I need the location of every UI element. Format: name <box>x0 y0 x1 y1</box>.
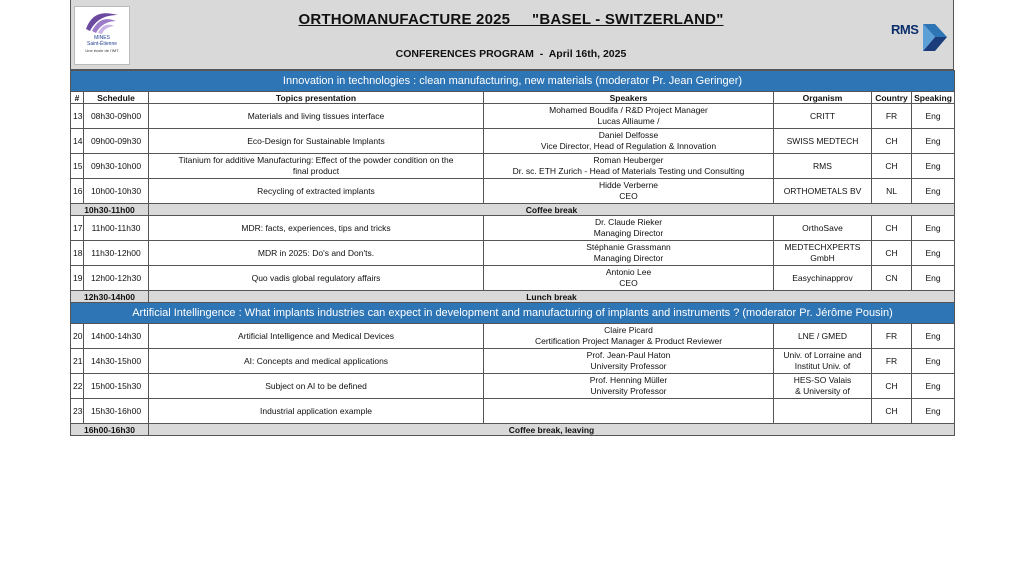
logo-text-imt: Une école de l'IMT <box>85 48 119 53</box>
table-row <box>71 154 955 179</box>
coffee-break-row <box>71 204 955 216</box>
col-number: # <box>71 92 84 104</box>
organism-line: Univ. of Lorraine and <box>783 350 862 360</box>
row-speaking: Eng <box>912 266 955 291</box>
speaker-name: Mohamed Boudifa / R&D Project Manager <box>549 105 708 115</box>
row-organism <box>774 241 872 266</box>
row-topic: Industrial application example <box>149 399 484 424</box>
program-table <box>70 70 955 436</box>
row-schedule: 09h00-09h30 <box>84 129 149 154</box>
row-organism <box>774 399 872 424</box>
page-subtitle: CONFERENCES PROGRAM - April 16th, 2025 <box>395 48 627 60</box>
row-speaking: Eng <box>912 216 955 241</box>
break-label: Coffee break <box>149 204 955 216</box>
row-schedule: 12h00-12h30 <box>84 266 149 291</box>
col-speakers: Speakers <box>484 92 774 104</box>
col-speaking: Speaking <box>912 92 955 104</box>
row-speakers <box>484 399 774 424</box>
row-speaking: Eng <box>912 241 955 266</box>
row-schedule: 15h30-16h00 <box>84 399 149 424</box>
speaker-name: Hidde Verberne <box>598 180 659 190</box>
row-schedule: 11h30-12h00 <box>84 241 149 266</box>
row-schedule: 09h30-10h00 <box>84 154 149 179</box>
rms-logo <box>891 18 951 58</box>
row-speaking: Eng <box>912 399 955 424</box>
program-sheet <box>70 0 954 436</box>
row-topic: AI: Concepts and medical applications <box>149 349 484 374</box>
row-country: CH <box>872 154 912 179</box>
table-row <box>71 104 955 129</box>
section-ai-header <box>71 303 955 324</box>
row-organism: OrthoSave <box>774 216 872 241</box>
col-organism: Organism <box>774 92 872 104</box>
row-organism <box>774 374 872 399</box>
row-topic <box>149 154 484 179</box>
row-speakers <box>484 179 774 204</box>
speaker-role: Managing Director <box>593 228 664 238</box>
row-schedule: 11h00-11h30 <box>84 216 149 241</box>
row-schedule: 15h00-15h30 <box>84 374 149 399</box>
row-organism <box>774 349 872 374</box>
speaker-name: Prof. Jean-Paul Haton <box>586 350 671 360</box>
organism-line: MEDTECHXPERTS <box>784 242 861 252</box>
speaker-role: Dr. sc. ETH Zurich - Head of Materials Testing und Consulting <box>512 166 745 176</box>
table-row <box>71 374 955 399</box>
row-speakers <box>484 266 774 291</box>
break-label: Coffee break, leaving <box>149 424 955 436</box>
row-country: CH <box>872 399 912 424</box>
speaker-role: Vice Director, Head of Regulation & Innovation <box>540 141 717 151</box>
speaker-name: Roman Heuberger <box>593 155 664 165</box>
rms-logo-text: RMS <box>891 22 919 37</box>
row-number: 22 <box>71 374 84 399</box>
row-country: CH <box>872 216 912 241</box>
rms-logo-icon <box>921 20 949 54</box>
final-break-row <box>71 424 955 436</box>
program-header <box>70 0 954 70</box>
speaker-name: Claire Picard <box>604 325 653 335</box>
row-speakers <box>484 349 774 374</box>
row-country: FR <box>872 349 912 374</box>
row-topic: MDR in 2025: Do's and Don'ts. <box>149 241 484 266</box>
topic-line: Titanium for additive Manufacturing: Effect of the powder condition on the <box>178 155 454 165</box>
organism-line: GmbH <box>810 253 835 263</box>
row-speakers <box>484 216 774 241</box>
row-country: CN <box>872 266 912 291</box>
row-speaking: Eng <box>912 374 955 399</box>
row-organism: ORTHOMETALS BV <box>774 179 872 204</box>
table-row <box>71 266 955 291</box>
row-number: 16 <box>71 179 84 204</box>
row-number: 19 <box>71 266 84 291</box>
row-number: 14 <box>71 129 84 154</box>
row-country: CH <box>872 374 912 399</box>
speaker-role: Certification Project Manager & Product Reviewer <box>534 336 723 346</box>
row-speakers <box>484 241 774 266</box>
table-row <box>71 129 955 154</box>
organism-line: & University of <box>795 386 850 396</box>
row-speakers <box>484 129 774 154</box>
break-label: Lunch break <box>149 291 955 303</box>
row-topic: Subject on AI to be defined <box>149 374 484 399</box>
row-number: 21 <box>71 349 84 374</box>
row-speaking: Eng <box>912 154 955 179</box>
col-country: Country <box>872 92 912 104</box>
row-schedule: 10h00-10h30 <box>84 179 149 204</box>
speaker-name: Antonio Lee <box>605 267 652 277</box>
row-topic: Quo vadis global regulatory affairs <box>149 266 484 291</box>
row-number: 20 <box>71 324 84 349</box>
col-schedule: Schedule <box>84 92 149 104</box>
row-country: NL <box>872 179 912 204</box>
break-time: 12h30-14h00 <box>71 291 149 303</box>
row-topic: Eco-Design for Sustainable Implants <box>149 129 484 154</box>
row-country: CH <box>872 241 912 266</box>
row-schedule: 14h30-15h00 <box>84 349 149 374</box>
page-title: ORTHOMANUFACTURE 2025 "BASEL - SWITZERLAND" <box>298 11 724 28</box>
table-row <box>71 349 955 374</box>
row-speakers <box>484 104 774 129</box>
table-row <box>71 216 955 241</box>
speaker-role: Managing Director <box>593 253 664 263</box>
row-country: FR <box>872 324 912 349</box>
row-country: FR <box>872 104 912 129</box>
row-speaking: Eng <box>912 324 955 349</box>
speaker-role: Lucas Alliaume / <box>597 116 660 126</box>
speaker-name: Stéphanie Grassmann <box>586 242 671 252</box>
row-organism: RMS <box>774 154 872 179</box>
section-title: Artificial Intellingence : What implants industries can expect in development and manufacturing of implants and instruments ? (moderator Pr. Jérôme Pousin) <box>71 303 955 324</box>
col-topics: Topics presentation <box>149 92 484 104</box>
organism-line: HES-SO Valais <box>793 375 852 385</box>
row-organism: CRITT <box>774 104 872 129</box>
mines-saint-etienne-logo <box>74 6 130 65</box>
row-speaking: Eng <box>912 349 955 374</box>
table-row <box>71 399 955 424</box>
section-title: Innovation in technologies : clean manufacturing, new materials (moderator Pr. Jean Geringer) <box>71 71 955 92</box>
row-number: 13 <box>71 104 84 129</box>
row-country: CH <box>872 129 912 154</box>
row-number: 17 <box>71 216 84 241</box>
row-number: 15 <box>71 154 84 179</box>
row-schedule: 14h00-14h30 <box>84 324 149 349</box>
row-schedule: 08h30-09h00 <box>84 104 149 129</box>
row-speakers <box>484 324 774 349</box>
table-row <box>71 241 955 266</box>
logo-text-mines: MINES <box>94 35 110 41</box>
row-number: 23 <box>71 399 84 424</box>
speaker-role: University Professor <box>590 386 667 396</box>
row-topic: Recycling of extracted implants <box>149 179 484 204</box>
table-row <box>71 324 955 349</box>
lunch-break-row <box>71 291 955 303</box>
row-organism: LNE / GMED <box>774 324 872 349</box>
speaker-role: University Professor <box>590 361 667 371</box>
mines-logo-icon <box>82 9 122 35</box>
speaker-role: CEO <box>619 278 638 288</box>
row-number: 18 <box>71 241 84 266</box>
row-speaking: Eng <box>912 129 955 154</box>
speaker-role: CEO <box>619 191 638 201</box>
row-topic: Artificial Intelligence and Medical Devices <box>149 324 484 349</box>
speaker-name: Daniel Delfosse <box>598 130 659 140</box>
row-topic: MDR: facts, experiences, tips and tricks <box>149 216 484 241</box>
break-time: 10h30-11h00 <box>71 204 149 216</box>
speaker-name: Dr. Claude Rieker <box>594 217 663 227</box>
row-organism: SWISS MEDTECH <box>774 129 872 154</box>
table-row <box>71 179 955 204</box>
row-speakers <box>484 154 774 179</box>
row-topic: Materials and living tissues interface <box>149 104 484 129</box>
row-organism: Easychinapprov <box>774 266 872 291</box>
row-speaking: Eng <box>912 179 955 204</box>
speaker-name: Prof. Henning Müller <box>589 375 668 385</box>
row-speakers <box>484 374 774 399</box>
column-headers <box>71 92 955 104</box>
logo-text-saint-etienne: Saint-Étienne <box>86 41 118 47</box>
topic-line: final product <box>292 166 340 176</box>
row-speaking: Eng <box>912 104 955 129</box>
section-innovation-header <box>71 71 955 92</box>
break-time: 16h00-16h30 <box>71 424 149 436</box>
organism-line: Institut Univ. of <box>794 361 851 371</box>
